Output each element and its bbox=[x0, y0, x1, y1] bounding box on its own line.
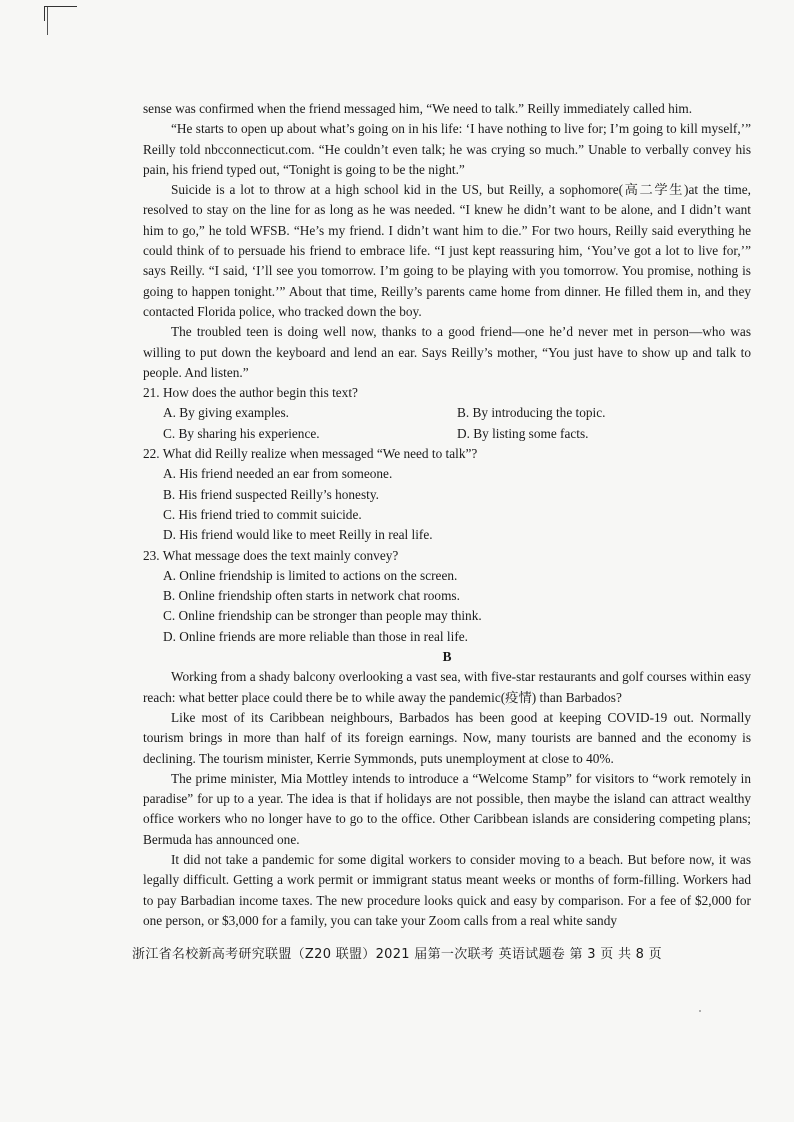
question-stem: 21. How does the author begin this text? bbox=[143, 385, 358, 401]
option-a: A. By giving examples. bbox=[163, 405, 289, 421]
passage-a-paragraph: sense was confirmed when the friend messaged him, “We need to talk.” Reilly immediately called him. bbox=[143, 101, 693, 116]
passage-b-paragraph: Working from a shady balcony overlooking a vast sea, with five-star restaurants and golf courses within easy reach: what better place could there be to while away the pandemic(疫情) than Barbados? bbox=[143, 669, 751, 705]
option-c: C. Online friendship can be stronger than people may think. bbox=[163, 608, 482, 624]
section-heading: B bbox=[442, 649, 452, 665]
page-footer: 浙江省名校新高考研究联盟（Z20 联盟）2021 届第一次联考 英语试题卷 第 3 页 共 8 页 bbox=[132, 947, 662, 962]
passage-a-paragraph: “He starts to open up about what’s going on in his life: ‘I have nothing to live for; I’m going to kill myself,’” Reilly told nbcconnecticut.com. “He couldn’t even talk; he was crying so much.” Unable to verbally convey his pain, his friend typed out, “Tonight is going to be the night.” bbox=[143, 121, 751, 177]
page-content bbox=[143, 99, 751, 931]
option-d: D. Online friends are more reliable than those in real life. bbox=[163, 628, 468, 644]
question-23 bbox=[143, 546, 751, 647]
passage-b-paragraph: It did not take a pandemic for some digital workers to consider moving to a beach. But before now, it was legally difficult. Getting a work permit or immigrant status meant weeks or months of form-filling. Workers had to pay Barbadian income taxes. The new procedure looks quick and easy by comparison. For a fee of $2,000 for one person, or $3,000 for a family, you can take your Zoom calls from a real white sandy bbox=[143, 851, 751, 928]
option-c: C. His friend tried to commit suicide. bbox=[163, 506, 362, 522]
scan-speck bbox=[699, 1010, 701, 1012]
scan-corner-mark bbox=[44, 6, 77, 21]
question-22 bbox=[143, 444, 751, 545]
option-d: D. By listing some facts. bbox=[457, 425, 589, 441]
option-d: D. His friend would like to meet Reilly in real life. bbox=[163, 527, 433, 543]
question-stem: 23. What message does the text mainly convey? bbox=[143, 547, 399, 563]
option-a: A. His friend needed an ear from someone. bbox=[163, 466, 393, 482]
option-b: B. His friend suspected Reilly’s honesty. bbox=[163, 486, 379, 502]
question-21 bbox=[143, 383, 751, 444]
passage-a-paragraph: The troubled teen is doing well now, thanks to a good friend—one he’d never met in person—who was willing to put down the keyboard and lend an ear. Says Reilly’s mother, “You just have to show up and talk to people. And listen.” bbox=[143, 324, 751, 380]
passage-b-paragraph: The prime minister, Mia Mottley intends to introduce a “Welcome Stamp” for visitors to “work remotely in paradise” for up to a year. The idea is that if holidays are not possible, then maybe the island can attract wealthy office workers who no longer have to go to the office. Other Caribbean islands are considering competing plans; Bermuda has announced one. bbox=[143, 770, 751, 847]
option-c: C. By sharing his experience. bbox=[163, 425, 320, 441]
option-b: B. By introducing the topic. bbox=[457, 405, 606, 421]
passage-a-paragraph: Suicide is a lot to throw at a high school kid in the US, but Reilly, a sophomore(高二学生)at the time, resolved to stay on the line for as long as he was needed. “I knew he didn’t want to be alone, and I didn’t want him to go,” he told WFSB. “He’s my friend. I didn’t want him to die.” For two hours, Reilly said everything he could think of to persuade his friend to embrace life. “I just kept reassuring him, ‘You’ve got a lot to live for,’” says Reilly. “I said, ‘I’ll see you tomorrow. I’m going to be playing with you tomorrow. You promise, nothing is going to happen tonight.’” About that time, Reilly’s parents came home from dinner. He filled them in, and they contacted Florida police, who tracked down the boy. bbox=[143, 182, 751, 319]
option-b: B. Online friendship often starts in network chat rooms. bbox=[163, 588, 460, 604]
passage-b-paragraph: Like most of its Caribbean neighbours, Barbados has been good at keeping COVID-19 out. Normally tourism brings in more than half of its foreign earnings. Now, many tourists are banned and the economy is declining. The tourism minister, Kerrie Symmonds, puts unemployment at close to 40%. bbox=[143, 709, 751, 766]
option-a: A. Online friendship is limited to actions on the screen. bbox=[163, 567, 458, 583]
question-stem: 22. What did Reilly realize when messaged “We need to talk”? bbox=[143, 446, 478, 462]
